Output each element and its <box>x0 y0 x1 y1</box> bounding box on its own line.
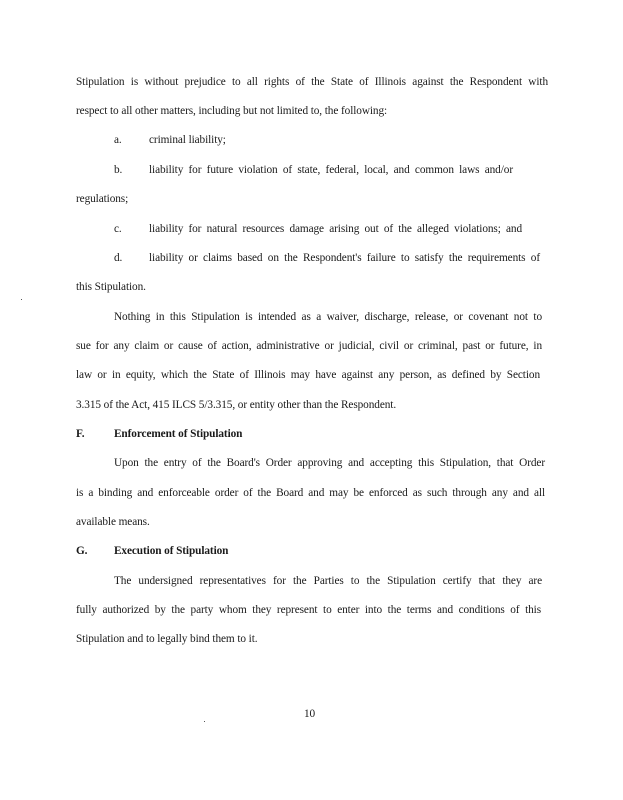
section-g-heading: Execution of Stipulation <box>114 545 229 557</box>
section-f-line-2: is a binding and enforceable order of the Board and may be enforced as such through any and all <box>76 487 545 499</box>
section-g-line-3: Stipulation and to legally bind them to it. <box>76 633 258 645</box>
list-item-d-letter: d. <box>114 252 123 264</box>
section-g-line-1: The undersigned representatives for the Parties to the Stipulation certify that they are <box>114 575 542 587</box>
section-f-heading: Enforcement of Stipulation <box>114 428 243 440</box>
list-item-a-text: criminal liability; <box>149 134 226 146</box>
section-f-line-3: available means. <box>76 516 150 528</box>
paragraph-2-line-4: 3.315 of the Act, 415 ILCS 5/3.315, or entity other than the Respondent. <box>76 399 397 411</box>
scan-speck <box>21 299 22 300</box>
paragraph-2-line-3: law or in equity, which the State of Illinois may have against any person, as defined by Section <box>76 369 540 381</box>
list-item-b-continuation: regulations; <box>76 193 129 205</box>
list-item-d-continuation: this Stipulation. <box>76 281 146 293</box>
list-item-a-letter: a. <box>114 134 122 146</box>
list-item-d-text: liability or claims based on the Respondent's failure to satisfy the requirements of <box>149 252 540 264</box>
section-g-letter: G. <box>76 545 88 557</box>
section-g-line-2: fully authorized by the party whom they represent to enter into the terms and conditions of this <box>76 604 541 616</box>
list-item-c-letter: c. <box>114 223 122 235</box>
page-number: 10 <box>304 708 316 720</box>
list-item-b-text: liability for future violation of state, federal, local, and common laws and/or <box>149 164 513 176</box>
paragraph-2-line-2: sue for any claim or cause of action, administrative or judicial, civil or criminal, past or future, in <box>76 340 542 352</box>
paragraph-2-line-1: Nothing in this Stipulation is intended as a waiver, discharge, release, or covenant not to <box>114 311 542 323</box>
list-item-c-text: liability for natural resources damage arising out of the alleged violations; and <box>149 223 522 235</box>
paragraph-1-line-1: Stipulation is without prejudice to all rights of the State of Illinois against the Respondent with <box>76 76 548 88</box>
scan-speck <box>204 721 205 722</box>
list-item-b-letter: b. <box>114 164 123 176</box>
section-f-line-1: Upon the entry of the Board's Order approving and accepting this Stipulation, that Order <box>114 457 545 469</box>
paragraph-1-line-2: respect to all other matters, including but not limited to, the following: <box>76 105 388 117</box>
section-f-letter: F. <box>76 428 85 440</box>
